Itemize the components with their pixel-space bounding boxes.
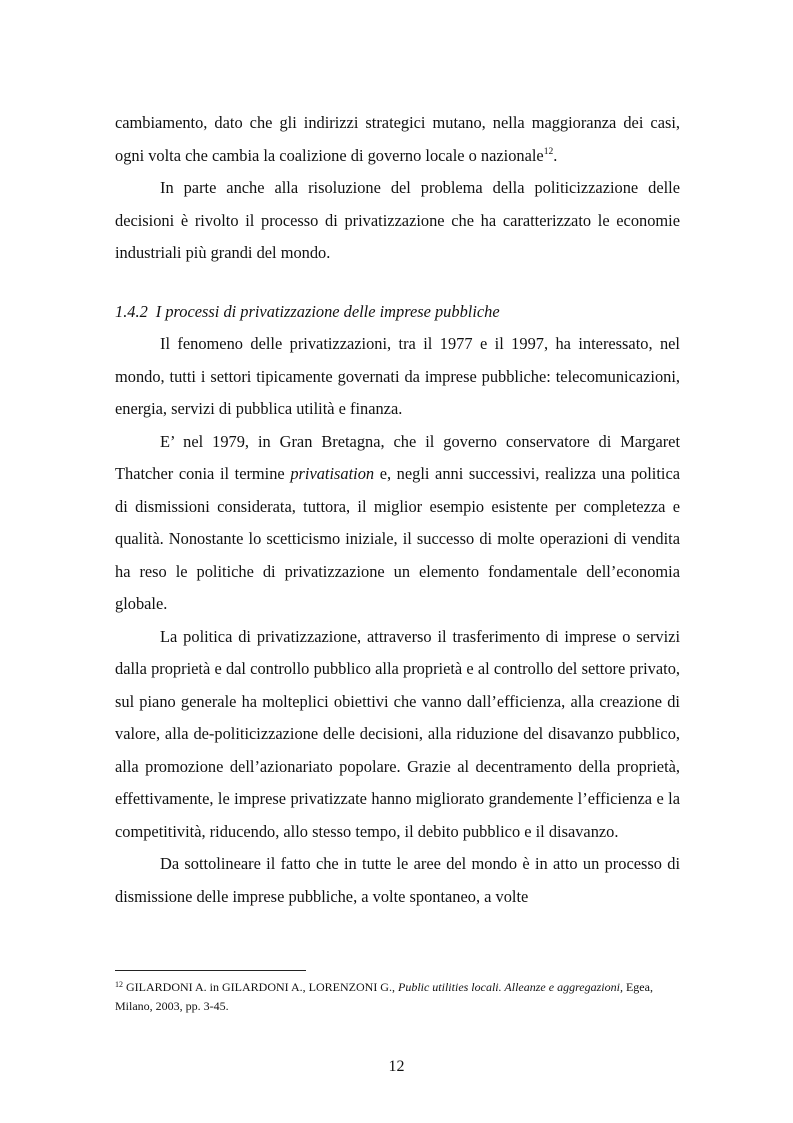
footnote-text: Egea, Milano, 2003, pp. 3-45. xyxy=(115,980,653,1013)
paragraph-text: cambiamento, dato che gli indirizzi strategici mutano, nella maggioranza dei casi, ogni volta che cambia la coalizione di governo locale o nazionale xyxy=(115,113,680,165)
italic-term: privatisation xyxy=(290,464,375,483)
paragraph: Da sottolineare il fatto che in tutte le aree del mondo è in atto un processo di dismissione delle imprese pubbliche, a volte spontaneo, a volte xyxy=(115,854,680,906)
footnote-reference[interactable]: 12 xyxy=(543,146,554,157)
footnote-text: GILARDONI A. in GILARDONI A., LORENZONI G., xyxy=(123,980,398,994)
section-title: I processi di privatizzazione delle imprese pubbliche xyxy=(155,301,500,321)
paragraph-text: e, negli anni successivi, realizza una politica di dismissioni considerata, tuttora, il miglior esempio esistente per completezza e qualità. Nonostante lo scetticismo iniziale, il successo di molte operazioni di vendita ha reso le politiche di privatizzazione un elemento fondamentale dell’economia globale. xyxy=(115,464,680,613)
paragraph-text: E’ nel 1979, in Gran Bretagna, che il governo conservatore di Margaret Thatcher conia il termine xyxy=(115,431,680,483)
paragraph: La politica di privatizzazione, attraverso il trasferimento di imprese o servizi dalla proprietà e dal controllo pubblico alla proprietà e al controllo del settore privato, sul piano generale ha molteplici obiettivi che vanno dall’efficienza, alla creazione di valore, alla de-politicizzazione delle decisioni, alla riduzione del disavanzo pubblico, alla promozione dell’azionariato popolare. Grazie al decentramento della proprietà, effettivamente, le imprese privatizzate hanno migliorato grandemente l’efficienza e la competitività, riducendo, allo stesso tempo, il debito pubblico e il disavanzo. xyxy=(115,626,680,841)
paragraph-continuation xyxy=(115,107,680,172)
paragraph: Il fenomeno delle privatizzazioni, tra il 1977 e il 1997, ha interessato, nel mondo, tutti i settori tipicamente governati da imprese pubbliche: telecomunicazioni, energia, servizi di pubblica utilità e finanza. xyxy=(115,334,680,418)
footnote xyxy=(115,978,680,1016)
footnote-number: 12 xyxy=(115,980,123,989)
footnote-separator xyxy=(115,970,306,971)
body-text xyxy=(115,107,680,913)
paragraph: In parte anche alla risoluzione del problema della politicizzazione delle decisioni è rivolto il processo di privatizzazione che ha caratterizzato le economie industriali più grandi del mondo. xyxy=(115,178,680,262)
page-number: 12 xyxy=(388,1058,405,1075)
footnote-italic-title: Public utilities locali. Alleanze e aggregazioni, xyxy=(397,980,623,994)
paragraph xyxy=(115,426,680,621)
paragraph-end: . xyxy=(553,145,558,165)
section-number: 1.4.2 xyxy=(115,301,148,321)
section-heading xyxy=(115,296,680,329)
